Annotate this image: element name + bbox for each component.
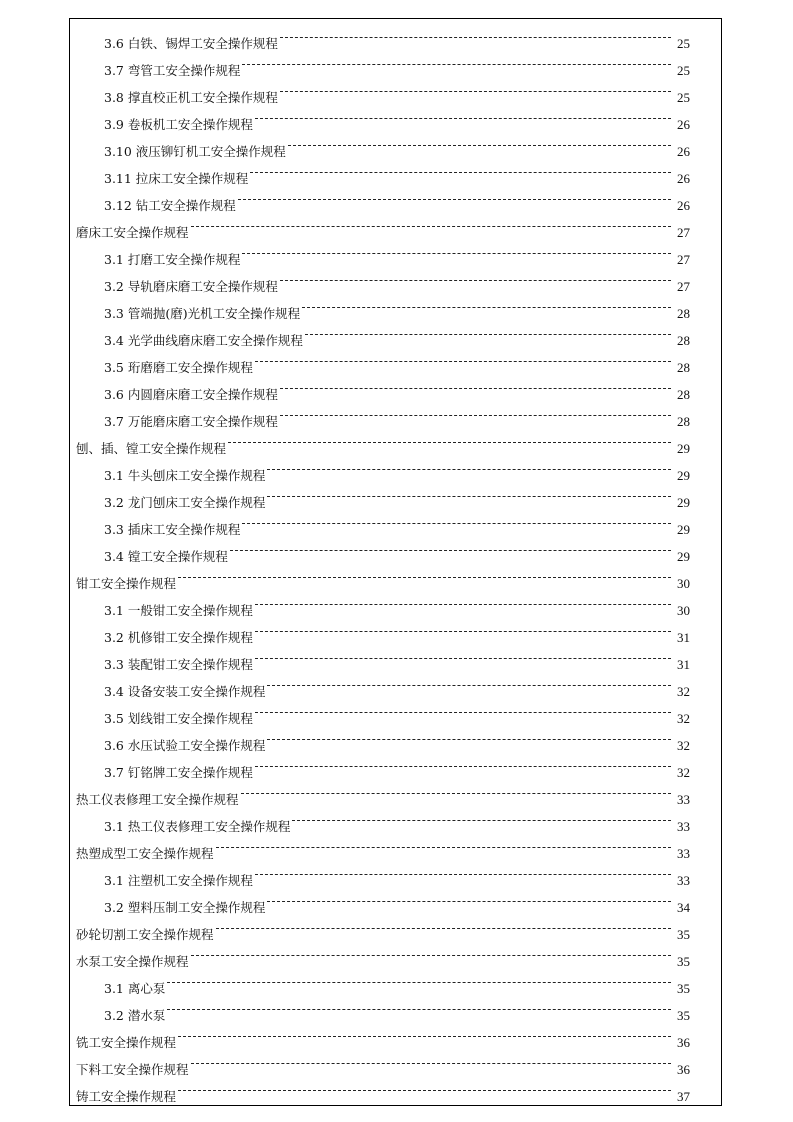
toc-subsection-entry[interactable]	[76, 993, 690, 1023]
toc-page-number: 32	[677, 738, 690, 753]
dot-leader	[267, 885, 671, 912]
toc-entry-title: 3.5 珩磨磨工安全操作规程	[104, 360, 253, 375]
toc-page-number: 35	[677, 981, 690, 996]
toc-page-number: 25	[677, 63, 690, 78]
toc-entry-title: 3.3 管端抛(磨)光机工安全操作规程	[104, 306, 301, 321]
toc-entry-title: 3.8 撑直校正机工安全操作规程	[104, 90, 278, 105]
toc-page-number: 29	[677, 549, 690, 564]
toc-page-number: 27	[677, 252, 690, 267]
toc-page-number: 32	[677, 711, 690, 726]
dot-leader	[238, 183, 671, 210]
toc-entry-title: 3.10 液压铆钉机工安全操作规程	[104, 144, 286, 159]
toc-entry-title: 3.9 卷板机工安全操作规程	[104, 117, 253, 132]
dot-leader	[191, 210, 671, 237]
dot-leader	[178, 1074, 671, 1101]
dot-leader	[267, 723, 671, 750]
dot-leader	[167, 993, 671, 1020]
toc-page-number: 29	[677, 495, 690, 510]
toc-entry-title: 铸工安全操作规程	[76, 1089, 177, 1104]
dot-leader	[255, 615, 671, 642]
toc-page-number: 26	[677, 171, 690, 186]
toc-page-number: 28	[677, 306, 690, 321]
table-of-contents	[76, 21, 690, 1104]
toc-entry-title: 砂轮切割工安全操作规程	[76, 927, 214, 942]
toc-page-number: 25	[677, 90, 690, 105]
toc-page-number: 33	[677, 873, 690, 888]
toc-page-number: 29	[677, 468, 690, 483]
dot-leader	[242, 507, 671, 534]
dot-leader	[302, 291, 671, 318]
toc-entry-title: 钳工安全操作规程	[76, 576, 177, 591]
toc-entry-title: 3.1 牛头刨床工安全操作规程	[104, 468, 266, 483]
toc-entry-title: 刨、插、镗工安全操作规程	[76, 441, 227, 456]
toc-page-number: 28	[677, 414, 690, 429]
dot-leader	[230, 534, 671, 561]
toc-entry-title: 3.2 塑料压制工安全操作规程	[104, 900, 266, 915]
toc-entry-title: 热工仪表修理工安全操作规程	[76, 792, 239, 807]
toc-page-number: 29	[677, 441, 690, 456]
toc-subsection-entry[interactable]	[76, 21, 690, 51]
dot-leader	[267, 669, 671, 696]
toc-page-number: 33	[677, 846, 690, 861]
toc-entry-title: 3.7 弯管工安全操作规程	[104, 63, 241, 78]
toc-entry-title: 下料工安全操作规程	[76, 1062, 189, 1077]
toc-entry-title: 3.1 一般钳工安全操作规程	[104, 603, 253, 618]
toc-entry-title: 3.3 装配钳工安全操作规程	[104, 657, 253, 672]
toc-page-number: 32	[677, 684, 690, 699]
dot-leader	[250, 156, 671, 183]
toc-page-number: 29	[677, 522, 690, 537]
toc-page-number: 27	[677, 225, 690, 240]
toc-page-number: 35	[677, 1008, 690, 1023]
dot-leader	[255, 696, 671, 723]
toc-entry-title: 3.4 设备安装工安全操作规程	[104, 684, 266, 699]
dot-leader	[191, 939, 671, 966]
toc-entry-title: 3.6 水压试验工安全操作规程	[104, 738, 266, 753]
toc-page-number: 27	[677, 279, 690, 294]
toc-entry-title: 3.4 镗工安全操作规程	[104, 549, 228, 564]
toc-entry-title: 3.6 白铁、锡焊工安全操作规程	[104, 36, 278, 51]
toc-entry-title: 热塑成型工安全操作规程	[76, 846, 214, 861]
toc-entry-title: 3.2 潜水泵	[104, 1008, 166, 1023]
toc-entry-title: 铣工安全操作规程	[76, 1035, 177, 1050]
dot-leader	[167, 966, 671, 993]
dot-leader	[242, 48, 671, 75]
toc-page-number: 36	[677, 1062, 690, 1077]
dot-leader	[216, 831, 671, 858]
toc-page-number: 31	[677, 630, 690, 645]
toc-page-number: 33	[677, 819, 690, 834]
toc-section-entry[interactable]	[76, 1020, 690, 1050]
toc-entry-title: 3.7 钉铭牌工安全操作规程	[104, 765, 253, 780]
toc-page-number: 34	[677, 900, 690, 915]
toc-entry-title: 3.1 注塑机工安全操作规程	[104, 873, 253, 888]
dot-leader	[241, 777, 671, 804]
toc-page-number: 36	[677, 1035, 690, 1050]
dot-leader	[280, 372, 671, 399]
toc-entry-title: 3.12 钻工安全操作规程	[104, 198, 236, 213]
toc-entry-title: 3.2 导轨磨床磨工安全操作规程	[104, 279, 278, 294]
toc-entry-title: 3.2 机修钳工安全操作规程	[104, 630, 253, 645]
toc-entry-title: 3.6 内圆磨床磨工安全操作规程	[104, 387, 278, 402]
dot-leader	[255, 642, 671, 669]
toc-entry-title: 3.4 光学曲线磨床磨工安全操作规程	[104, 333, 303, 348]
dot-leader	[280, 399, 671, 426]
toc-page-number: 31	[677, 657, 690, 672]
dot-leader	[267, 480, 671, 507]
dot-leader	[288, 129, 671, 156]
dot-leader	[280, 21, 671, 48]
dot-leader	[255, 588, 671, 615]
toc-page-number: 35	[677, 954, 690, 969]
toc-page-number: 35	[677, 927, 690, 942]
toc-page-number: 26	[677, 117, 690, 132]
dot-leader	[191, 1047, 671, 1074]
toc-page-number: 28	[677, 387, 690, 402]
dot-leader	[228, 426, 671, 453]
dot-leader	[255, 858, 671, 885]
dot-leader	[178, 1020, 671, 1047]
dot-leader	[255, 102, 671, 129]
toc-page-number: 32	[677, 765, 690, 780]
toc-entry-title: 3.11 拉床工安全操作规程	[104, 171, 249, 186]
toc-page-number: 28	[677, 333, 690, 348]
dot-leader	[305, 318, 671, 345]
toc-entry-title: 水泵工安全操作规程	[76, 954, 189, 969]
dot-leader	[255, 750, 671, 777]
toc-entry-title: 3.2 龙门刨床工安全操作规程	[104, 495, 266, 510]
toc-entry-title: 3.1 热工仪表修理工安全操作规程	[104, 819, 291, 834]
dot-leader	[178, 561, 671, 588]
dot-leader	[242, 237, 671, 264]
toc-page-number: 30	[677, 576, 690, 591]
toc-page-number: 30	[677, 603, 690, 618]
toc-entry-title: 3.5 划线钳工安全操作规程	[104, 711, 253, 726]
dot-leader	[255, 345, 671, 372]
dot-leader	[267, 453, 671, 480]
dot-leader	[216, 912, 671, 939]
toc-entry-title: 3.1 离心泵	[104, 981, 166, 996]
toc-entry-title: 3.7 万能磨床磨工安全操作规程	[104, 414, 278, 429]
toc-entry-title: 3.1 打磨工安全操作规程	[104, 252, 241, 267]
toc-page-number: 26	[677, 144, 690, 159]
dot-leader	[280, 264, 671, 291]
toc-page-number: 33	[677, 792, 690, 807]
dot-leader	[292, 804, 671, 831]
toc-page-number: 26	[677, 198, 690, 213]
toc-entry-title: 3.3 插床工安全操作规程	[104, 522, 241, 537]
dot-leader	[280, 75, 671, 102]
toc-subsection-entry[interactable]	[76, 966, 690, 996]
toc-page-number: 25	[677, 36, 690, 51]
toc-entry-title: 磨床工安全操作规程	[76, 225, 189, 240]
toc-page-number: 37	[677, 1089, 690, 1104]
toc-page-number: 28	[677, 360, 690, 375]
